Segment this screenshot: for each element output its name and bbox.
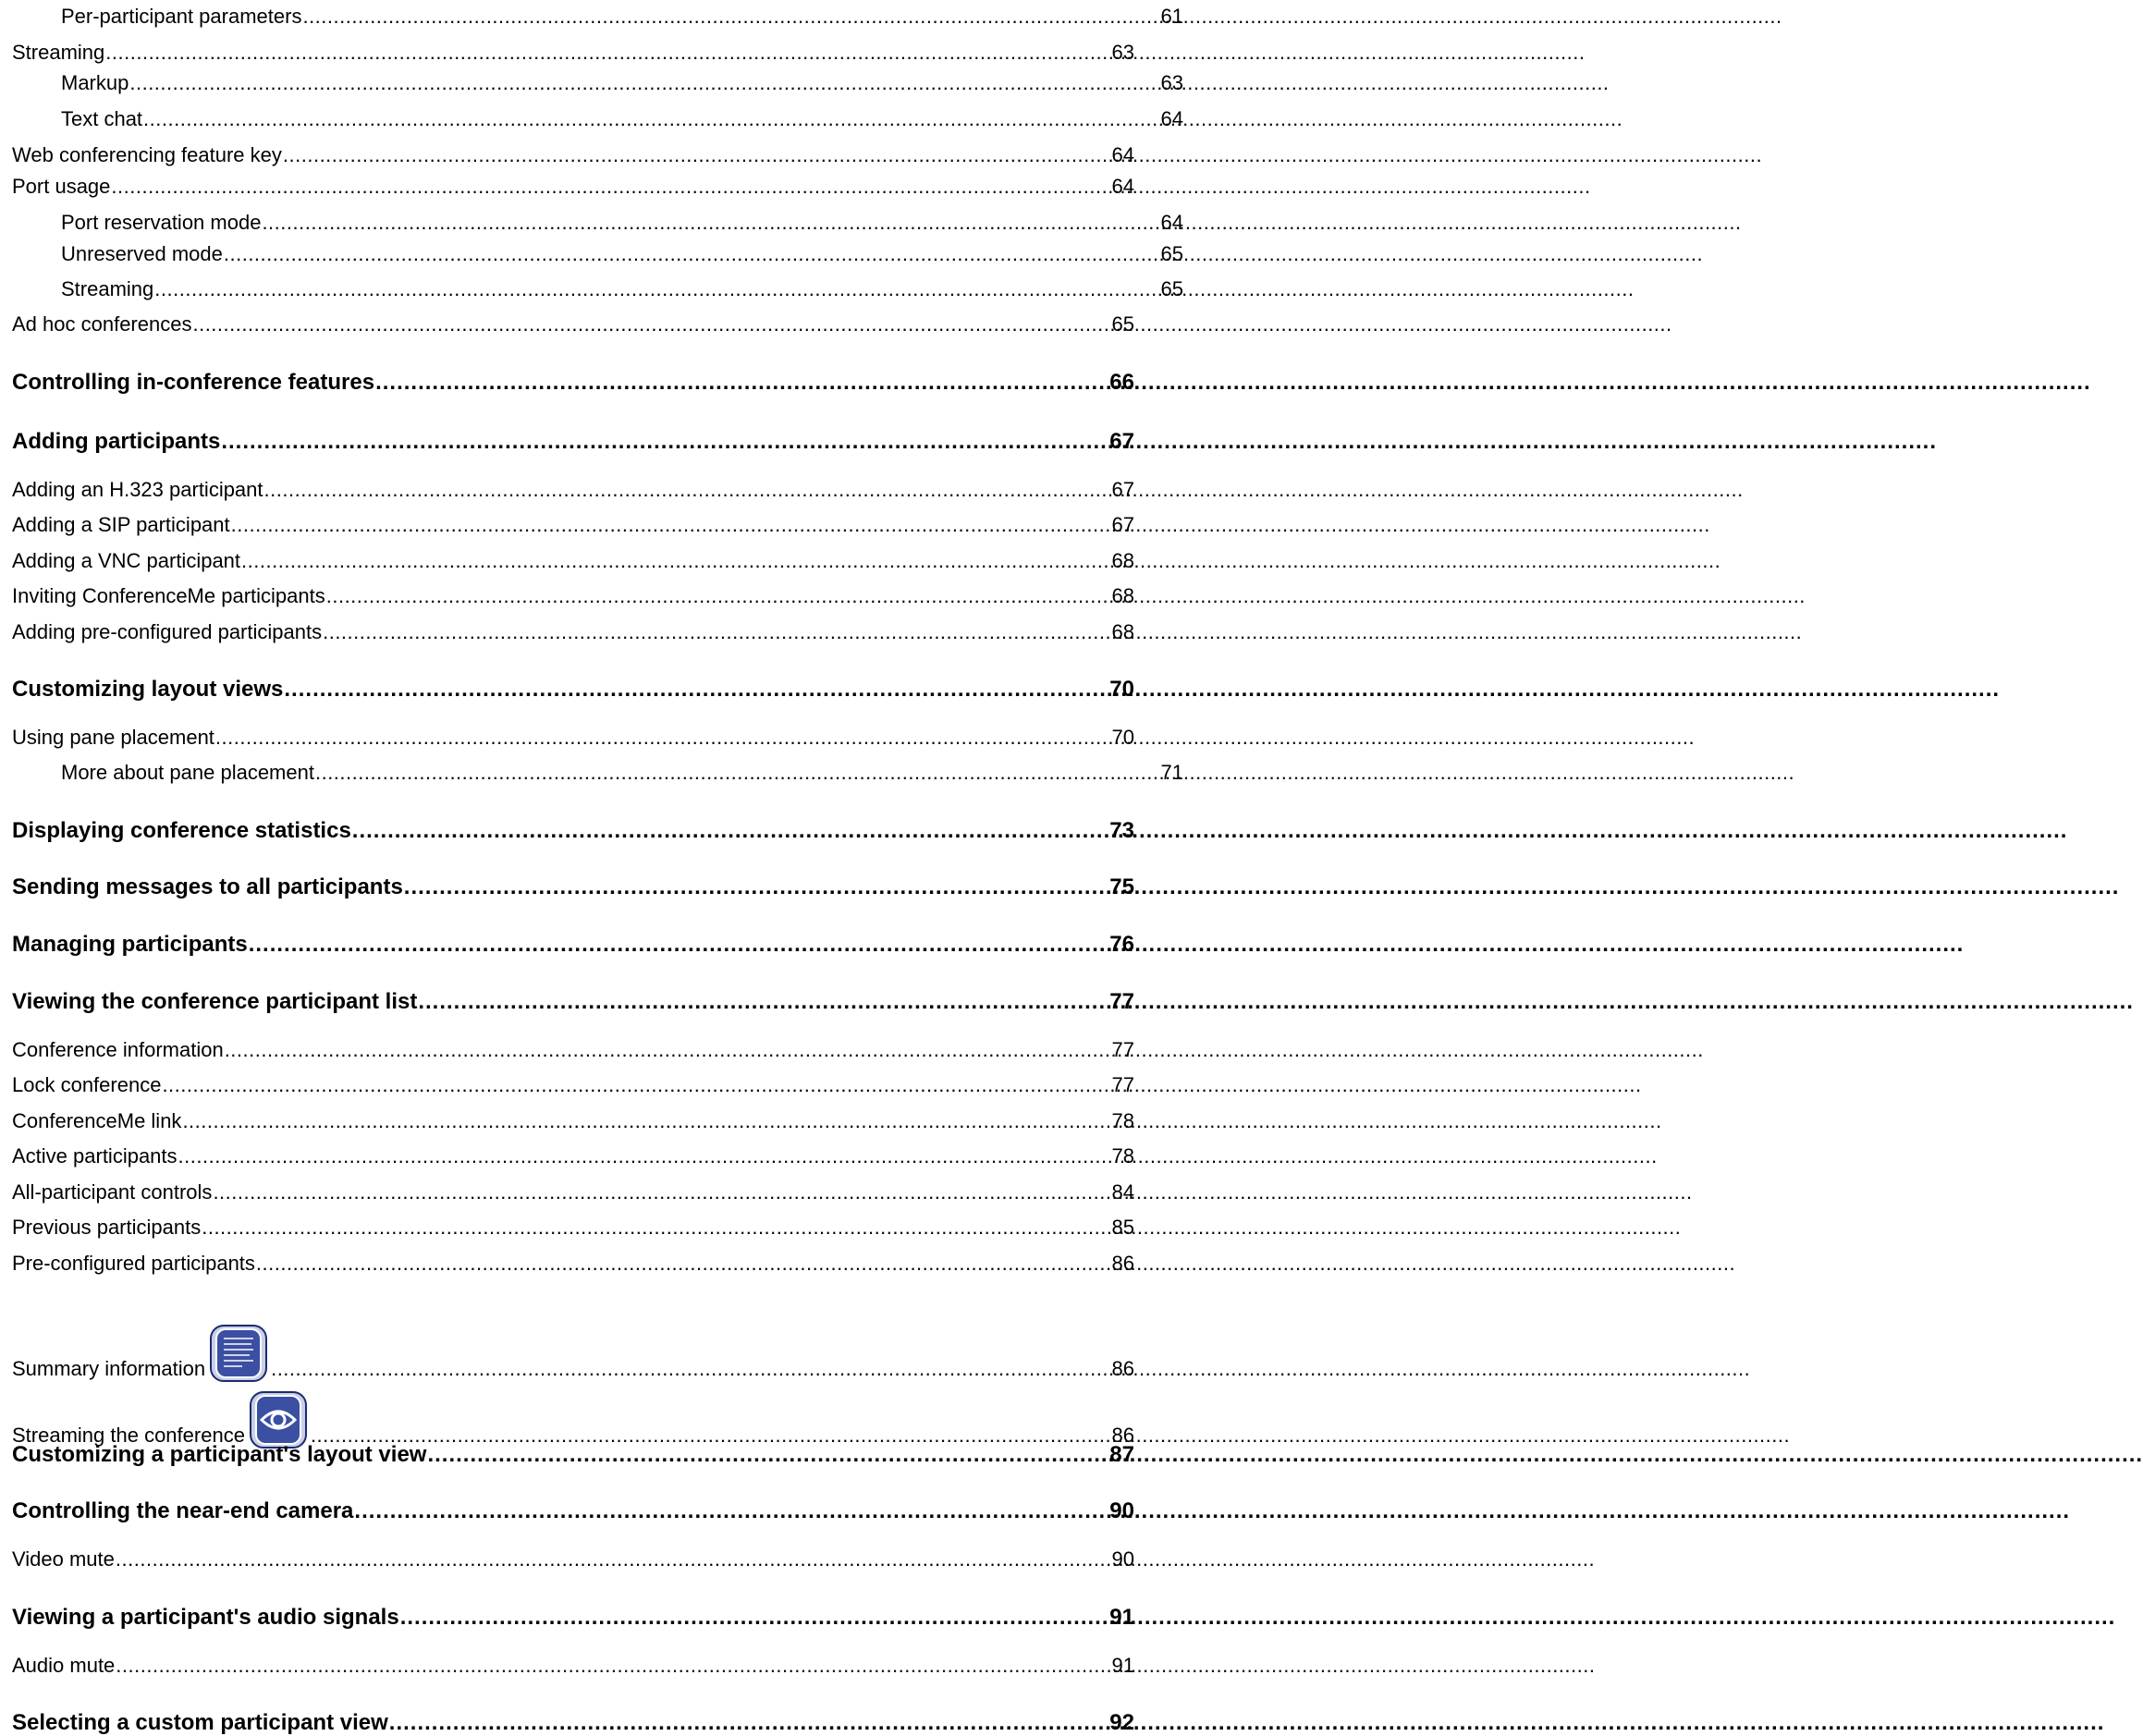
toc-page-number: 68	[1111, 584, 1134, 607]
toc-entry[interactable]	[0, 211, 1192, 235]
toc-leader-dots	[111, 175, 1110, 199]
toc-leader-dots	[262, 211, 1159, 235]
toc-entry[interactable]	[0, 513, 1143, 537]
toc-entry-title: Using pane placement	[12, 726, 214, 749]
toc-entry[interactable]	[0, 5, 1192, 29]
toc-page-number: 64	[1111, 143, 1134, 166]
toc-leader-dots	[154, 277, 1159, 301]
toc-page-number: 86	[1111, 1424, 1134, 1447]
toc-heading-entry[interactable]	[0, 1498, 1143, 1524]
toc-leader-dots	[162, 1073, 1110, 1097]
toc-entry-title: Adding a VNC participant	[12, 549, 241, 572]
toc-leader-dots	[143, 107, 1159, 131]
toc-page-number: 86	[1111, 1357, 1134, 1380]
toc-page-number: 91	[1109, 1605, 1134, 1630]
toc-page-number: 65	[1111, 312, 1134, 336]
toc-entry-title: Controlling the near-end camera	[12, 1498, 354, 1523]
toc-entry[interactable]	[0, 1144, 1143, 1168]
toc-entry-title: Pre-configured participants	[12, 1252, 255, 1275]
toc-entry-title: Streaming the conference	[12, 1424, 245, 1447]
toc-leader-dots	[182, 1109, 1110, 1133]
toc-page-number: 77	[1111, 1038, 1134, 1061]
toc-leader-dots	[315, 761, 1160, 785]
toc-page-number: 64	[1160, 211, 1183, 234]
toc-entry-title: Port usage	[12, 175, 111, 198]
toc-page-number: 91	[1111, 1654, 1134, 1677]
toc-page-number: 66	[1109, 370, 1134, 395]
toc-page-number: 64	[1111, 175, 1134, 198]
toc-entry[interactable]	[0, 41, 1143, 65]
toc-entry[interactable]	[0, 175, 1143, 199]
toc-page-number: 68	[1111, 620, 1134, 643]
toc-leader-dots	[116, 1547, 1111, 1571]
toc-page-number: 75	[1109, 874, 1134, 899]
toc-leader-dots	[213, 1180, 1110, 1204]
toc-entry[interactable]	[0, 277, 1192, 301]
toc-leader-dots	[326, 584, 1111, 608]
summary-document-icon	[209, 1324, 268, 1383]
toc-leader-dots	[352, 818, 1109, 844]
toc-page-number: 78	[1111, 1144, 1134, 1168]
toc-page-number: 85	[1111, 1216, 1134, 1239]
toc-entry-title: Ad hoc conferences	[12, 312, 192, 336]
toc-entry[interactable]	[0, 1547, 1143, 1571]
toc-entry[interactable]	[0, 1216, 1143, 1240]
toc-entry[interactable]	[0, 1109, 1143, 1133]
toc-leader-dots	[202, 1216, 1110, 1240]
toc-leader-dots	[224, 242, 1160, 266]
toc-entry-title: Streaming	[12, 41, 105, 64]
toc-page-number: 61	[1160, 5, 1183, 28]
toc-page-number: 65	[1160, 242, 1183, 265]
toc-entry[interactable]	[0, 549, 1143, 573]
toc-entry-title: Conference information	[12, 1038, 224, 1061]
toc-page-number: 71	[1160, 761, 1183, 784]
toc-leader-dots	[116, 1654, 1110, 1678]
toc-entry-title: Managing participants	[12, 932, 248, 957]
toc-page-number: 70	[1109, 677, 1134, 702]
toc-entry-title: Selecting a custom participant view	[12, 1710, 388, 1735]
toc-entry-title: Adding participants	[12, 429, 221, 454]
toc-page-number: 90	[1111, 1547, 1134, 1571]
toc-entry[interactable]	[0, 1316, 1143, 1381]
toc-entry[interactable]	[0, 312, 1143, 336]
toc-leader-dots	[192, 312, 1110, 336]
toc-entry-title: More about pane placement	[61, 761, 314, 784]
toc-page-number: 77	[1109, 989, 1134, 1014]
toc-page-number: 84	[1111, 1180, 1134, 1204]
toc-leader-dots	[389, 1710, 1109, 1736]
toc-leader-dots	[249, 932, 1109, 958]
toc-leader-dots	[323, 620, 1110, 644]
toc-entry-title: Per-participant parameters	[61, 5, 302, 28]
toc-page-number: 70	[1111, 726, 1134, 749]
toc-entry-title: Lock conference	[12, 1073, 162, 1096]
toc-entry-title: Customizing layout views	[12, 677, 284, 702]
toc-entry[interactable]	[0, 1180, 1143, 1204]
toc-page-number: 67	[1111, 513, 1134, 536]
toc-leader-dots	[427, 1442, 1108, 1468]
toc-page-number: 65	[1160, 277, 1183, 300]
toc-entry[interactable]	[0, 1038, 1143, 1062]
toc-leader-dots	[178, 1144, 1111, 1168]
toc-entry-title: ConferenceMe link	[12, 1109, 182, 1132]
toc-leader-dots	[354, 1498, 1108, 1524]
toc-page-number: 77	[1111, 1073, 1134, 1096]
toc-entry-title: Previous participants	[12, 1216, 202, 1239]
toc-leader-dots	[129, 71, 1159, 95]
toc-entry[interactable]	[0, 1654, 1143, 1678]
toc-leader-dots	[404, 874, 1109, 900]
toc-page-number: 78	[1111, 1109, 1134, 1132]
toc-leader-dots	[400, 1605, 1109, 1631]
toc-entry-title: Video mute	[12, 1547, 115, 1571]
toc-entry[interactable]	[0, 726, 1143, 750]
toc-leader-dots	[221, 429, 1108, 455]
toc-entry-title: Sending messages to all participants	[12, 874, 403, 899]
toc-leader-dots	[241, 549, 1110, 573]
toc-leader-dots	[264, 478, 1111, 502]
eye-icon	[249, 1390, 308, 1449]
toc-leader-dots	[105, 41, 1110, 65]
toc-entry-title: Adding pre-configured participants	[12, 620, 323, 643]
toc-page-number: 90	[1109, 1498, 1134, 1523]
toc-entry-title: Viewing the conference participant list	[12, 989, 418, 1014]
toc-page-number: 92	[1109, 1710, 1134, 1735]
toc-heading-entry[interactable]	[0, 1442, 1143, 1468]
toc-entry-title: Web conferencing feature key	[12, 143, 282, 166]
toc-entry-title: Controlling in-conference features	[12, 370, 375, 395]
toc-heading-entry[interactable]	[0, 818, 1143, 844]
toc-entry[interactable]	[0, 107, 1192, 131]
toc-page-number: 87	[1109, 1442, 1134, 1467]
toc-leader-dots	[256, 1252, 1111, 1276]
toc-leader-dots	[225, 1038, 1111, 1062]
toc-page-number: 76	[1109, 932, 1134, 957]
toc-heading-entry[interactable]	[0, 989, 1143, 1015]
toc-entry-title: Customizing a participant's layout view	[12, 1442, 427, 1467]
toc-heading-entry[interactable]	[0, 874, 1143, 900]
toc-entry-title: Viewing a participant's audio signals	[12, 1605, 399, 1630]
toc-entry-title: Active participants	[12, 1144, 178, 1168]
toc-entry[interactable]	[0, 478, 1143, 502]
toc-entry[interactable]	[0, 1383, 1143, 1448]
toc-entry-title: Unreserved mode	[61, 242, 223, 265]
toc-entry-title: Markup	[61, 71, 129, 94]
toc-entry-title: Streaming	[61, 277, 154, 300]
toc-heading-entry[interactable]	[0, 1710, 1143, 1736]
toc-entry-title: Adding an H.323 participant	[12, 478, 263, 501]
toc-page-number: 64	[1160, 107, 1183, 130]
toc-heading-entry[interactable]	[0, 429, 1143, 455]
toc-page-number: 63	[1160, 71, 1183, 94]
toc-entry-title: Inviting ConferenceMe participants	[12, 584, 325, 607]
toc-heading-entry[interactable]	[0, 1605, 1143, 1631]
toc-page-number: 63	[1111, 41, 1134, 64]
toc-entry-title: Text chat	[61, 107, 143, 130]
toc-entry[interactable]	[0, 143, 1143, 167]
toc-page-number: 73	[1109, 818, 1134, 843]
toc-entry-title: Summary information	[12, 1357, 206, 1380]
toc-entry[interactable]	[0, 584, 1143, 608]
toc-entry[interactable]	[0, 1252, 1143, 1276]
toc-leader-dots	[284, 677, 1108, 703]
toc-leader-dots	[231, 513, 1111, 537]
toc-entry-title: All-participant controls	[12, 1180, 213, 1204]
toc-entry[interactable]	[0, 1073, 1143, 1097]
toc-entry[interactable]	[0, 71, 1192, 95]
toc-leader-dots	[271, 1357, 1110, 1381]
toc-entry-title: Port reservation mode	[61, 211, 262, 234]
toc-heading-entry[interactable]	[0, 677, 1143, 703]
toc-page-number: 68	[1111, 549, 1134, 572]
toc-heading-entry[interactable]	[0, 370, 1143, 396]
toc-entry-title: Adding a SIP participant	[12, 513, 230, 536]
toc-page-number: 67	[1111, 478, 1134, 501]
toc-page-number: 86	[1111, 1252, 1134, 1275]
toc-leader-dots	[375, 370, 1108, 396]
toc-leader-dots	[418, 989, 1108, 1015]
toc-entry[interactable]	[0, 620, 1143, 644]
toc-entry[interactable]	[0, 242, 1192, 266]
toc-entry-title: Displaying conference statistics	[12, 818, 351, 843]
toc-leader-dots	[283, 143, 1111, 167]
toc-entry[interactable]	[0, 761, 1192, 785]
toc-leader-dots	[302, 5, 1159, 29]
toc-leader-dots	[215, 726, 1111, 750]
toc-heading-entry[interactable]	[0, 932, 1143, 958]
toc-entry-title: Audio mute	[12, 1654, 116, 1677]
toc-page-number: 67	[1109, 429, 1134, 454]
